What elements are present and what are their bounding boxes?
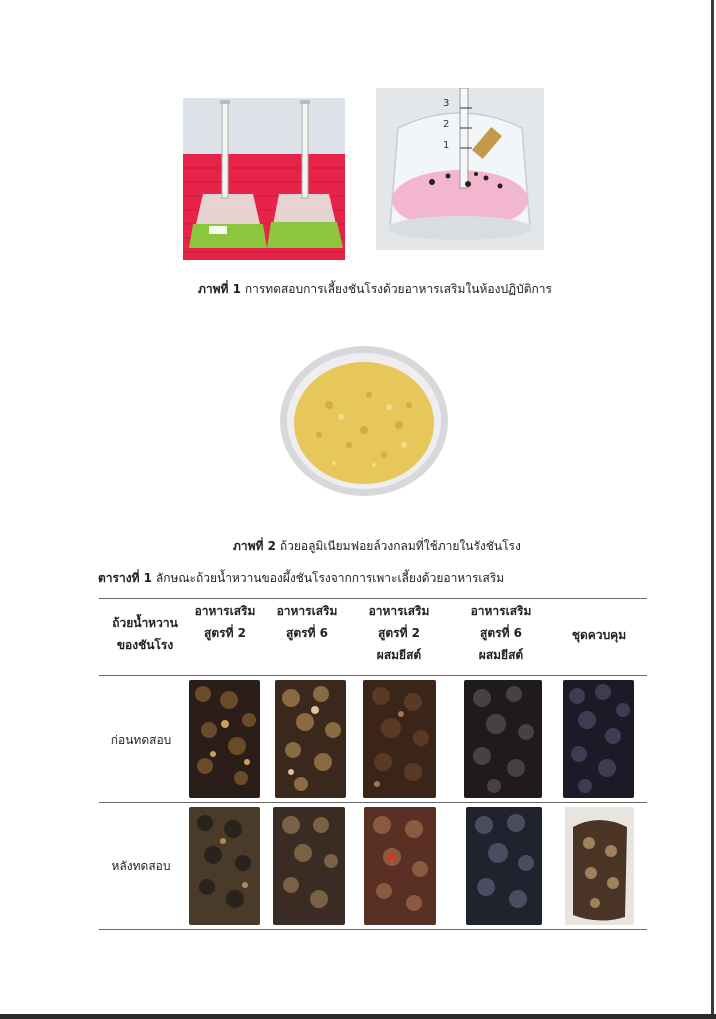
header-formula6-yeast (456, 600, 546, 666)
header-formula6-yeast-line2: สูตรที่ 6 (480, 626, 522, 640)
header-honey-pot (100, 612, 190, 656)
scale-mark-3: 3 (443, 98, 450, 109)
table1-text: ลักษณะถ้วยน้ำหวานของผึ้งชันโรงจากการเพาะเลี้ยงด้วยอาหารเสริม (155, 571, 505, 585)
header-formula6-line2: สูตรที่ 6 (286, 626, 328, 640)
comb-photo-after-formula2 (189, 807, 260, 925)
header-control-line1: ชุดควบคุม (571, 628, 627, 642)
figure2-text: ถ้วยอลูมิเนียมฟอยล์วงกลมที่ใช้ภายในรังชันโรง (279, 539, 521, 553)
figure1-text: การทดสอบการเลี้ยงชันโรงด้วยอาหารเสริมในห้องปฏิบัติการ (244, 282, 552, 296)
syringe-scale (443, 93, 449, 156)
header-honey-pot-line1: ถ้วยน้ำหวาน (112, 616, 178, 630)
page-right-edge (711, 0, 714, 1019)
header-formula2-yeast (354, 600, 444, 666)
header-formula6-yeast-line3: ผสมยีสต์ (478, 648, 524, 662)
header-formula2-line1: อาหารเสริม (194, 604, 256, 618)
figure2-caption (233, 537, 521, 556)
comb-photo-after-formula6 (273, 807, 345, 925)
figure1-caption (198, 280, 552, 299)
table1-label: ตารางที่ 1 (98, 571, 153, 585)
header-formula2-line2: สูตรที่ 2 (204, 626, 246, 640)
row-label-after: หลังทดสอบ (111, 859, 171, 873)
bee-feeder-photo (376, 88, 544, 250)
header-formula2-yeast-line2: สูตรที่ 2 (378, 626, 420, 640)
header-formula2-yeast-line1: อาหารเสริม (368, 604, 430, 618)
header-formula2 (180, 600, 270, 644)
header-formula6-yeast-line1: อาหารเสริม (470, 604, 532, 618)
scale-mark-1: 1 (443, 140, 450, 151)
comb-photo-before-formula2-yeast (363, 680, 436, 798)
table-top-rule (99, 598, 647, 599)
figure1-label: ภาพที่ 1 (198, 282, 241, 296)
comb-photo-before-formula2 (189, 680, 260, 798)
comb-photo-after-formula6-yeast (466, 807, 542, 925)
comb-photo-after-formula2-yeast (364, 807, 436, 925)
table1-caption (98, 569, 504, 588)
figure2-label: ภาพที่ 2 (233, 539, 276, 553)
comb-photo-before-formula6-yeast (464, 680, 542, 798)
header-formula6-line1: อาหารเสริม (276, 604, 338, 618)
flask-photo (183, 98, 345, 260)
scale-mark-2: 2 (443, 119, 450, 130)
pollen-cup-photo (279, 345, 449, 497)
table-row-rule (99, 802, 647, 803)
comb-photo-before-control (563, 680, 634, 798)
page-bottom-edge (0, 1014, 716, 1019)
header-control (554, 624, 644, 646)
table-header-rule (99, 675, 647, 676)
table-bottom-rule (99, 929, 647, 930)
header-formula6 (262, 600, 352, 644)
header-honey-pot-line2: ของชันโรง (116, 638, 174, 652)
header-formula2-yeast-line3: ผสมยีสต์ (376, 648, 422, 662)
row-label-before: ก่อนทดสอบ (110, 733, 172, 747)
comb-photo-before-formula6 (275, 680, 346, 798)
comb-photo-after-control (565, 807, 634, 925)
